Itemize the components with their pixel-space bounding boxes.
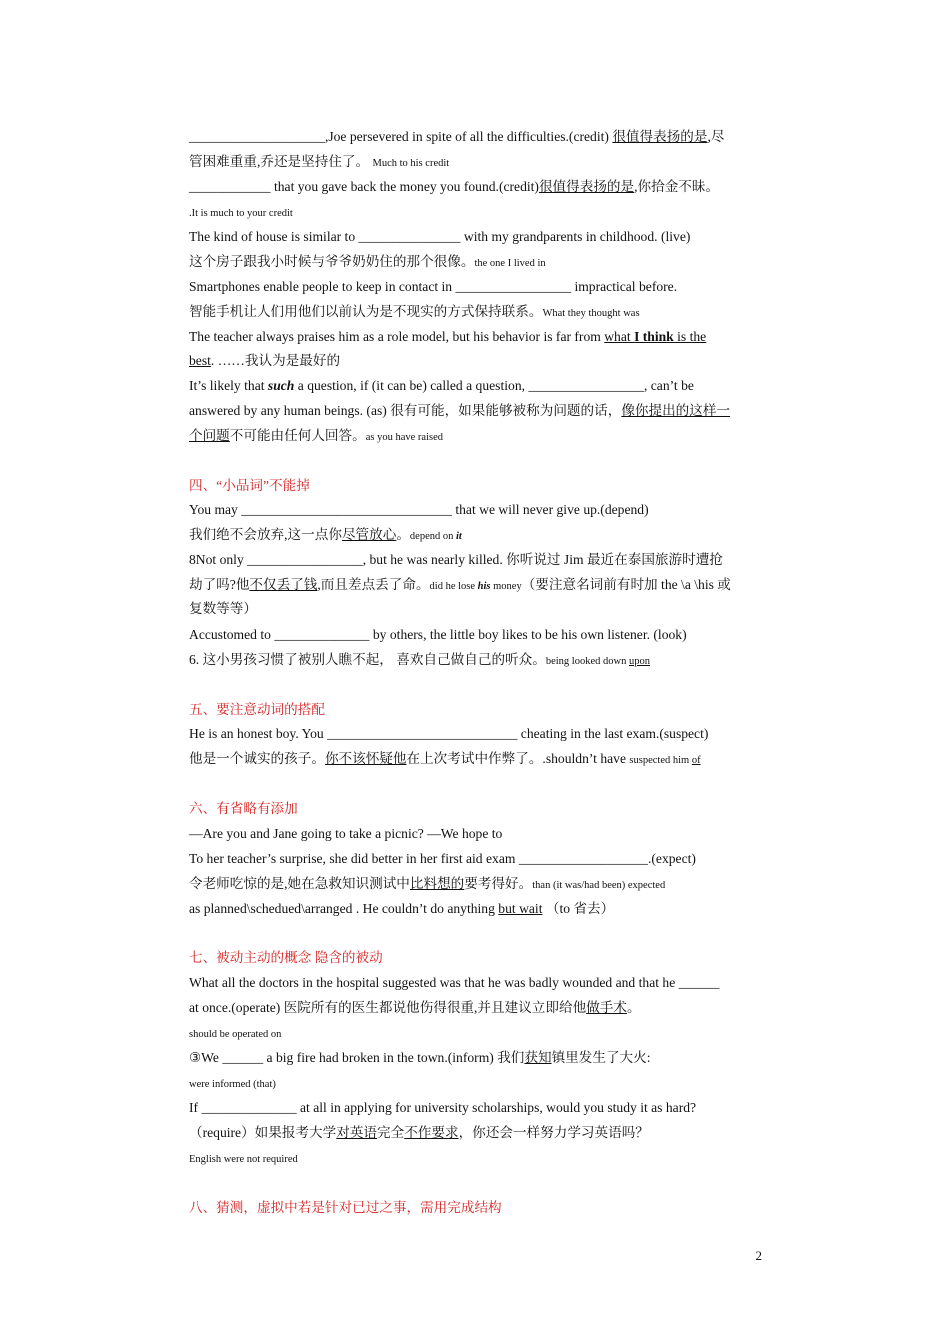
text-segment: （to 省去） xyxy=(542,901,615,916)
text-segment: 镇里发生了大火: xyxy=(551,1050,651,1065)
text-line xyxy=(189,574,769,598)
text-segment: （require）如果报考大学 xyxy=(189,1125,337,1140)
text-segment: 劫了吗?他 xyxy=(189,577,250,592)
text-segment: 在上次考试中作弊了。.shouldn’t have xyxy=(406,751,630,766)
text-segment: 很值得表扬的是 xyxy=(612,129,708,144)
text-segment: Much to his credit xyxy=(372,158,450,169)
text-segment: He is an honest boy. You ____________________________ cheating in the last exam.(suspect) xyxy=(189,726,709,741)
text-segment: as planned\schedued\arranged . He couldn’t do anything xyxy=(189,901,499,916)
text-segment: If ______________ at all in applying for university scholarships, would you study it as hard? xyxy=(189,1100,697,1115)
text-segment: 管困难重重,乔还是坚持住了。 xyxy=(189,154,373,169)
text-segment: the one I lived in xyxy=(474,258,546,269)
text-segment: .It is much to your credit xyxy=(189,208,293,219)
text-line xyxy=(189,1122,769,1144)
text-segment: 不作要求 xyxy=(404,1125,459,1140)
text-line xyxy=(189,1047,769,1069)
text-line xyxy=(189,873,769,897)
text-segment: What all the doctors in the hospital suggested was that he was badly wounded and that he ______ xyxy=(189,975,720,990)
text-segment: 。 xyxy=(396,527,410,542)
text-segment: depend on xyxy=(409,531,456,542)
text-line xyxy=(189,972,769,994)
text-segment: Smartphones enable people to keep in contact in _________________ impractical before. xyxy=(189,279,678,294)
text-line xyxy=(189,301,769,325)
section-heading: 六、有省略有添加 xyxy=(189,801,298,816)
text-segment: 。 xyxy=(626,1000,641,1015)
text-line xyxy=(189,1197,769,1219)
text-segment: 他是一个诚实的孩子。 xyxy=(189,751,325,766)
text-segment: ，你还会一样努力学习英语吗？ xyxy=(458,1125,649,1140)
text-segment: 很值得表扬的是 xyxy=(538,179,635,194)
text-segment: I think xyxy=(634,329,674,344)
section-heading: 五、要注意动词的搭配 xyxy=(189,702,325,717)
text-line xyxy=(189,126,769,148)
text-segment: 要考得好。 xyxy=(464,876,533,891)
text-line xyxy=(189,350,769,372)
text-segment: ____________________,Joe persevered in spite of all the difficulties.(credit) xyxy=(189,129,613,144)
text-line xyxy=(189,823,769,845)
text-segment: What they thought was xyxy=(542,308,640,319)
text-segment: ,尽 xyxy=(707,129,725,144)
text-segment: but wait xyxy=(498,901,543,916)
text-line xyxy=(189,699,769,721)
text-segment: ,你拾金不昧。 xyxy=(634,179,720,194)
text-segment: 像你提出的这样一 xyxy=(621,403,731,418)
text-segment: at once.(operate) 医院所有的医生都说他伤得很重,并且建议立即给他 xyxy=(189,1000,587,1015)
text-segment: is the xyxy=(673,329,707,344)
text-segment: it xyxy=(455,531,462,542)
text-segment: 获知 xyxy=(524,1050,552,1065)
section-heading: 四、“小品词”不能掉 xyxy=(189,478,310,493)
text-line xyxy=(189,798,769,820)
text-segment: answered by any human beings. (as) 很有可能，如果能够被称为问题的话， xyxy=(189,403,622,418)
text-line xyxy=(189,598,769,620)
text-segment: 6. 这小男孩习惯了被别人瞧不起， 喜欢自己做自己的听众。 xyxy=(189,652,546,667)
section-heading: 七、被动主动的概念 隐含的被动 xyxy=(189,950,383,965)
text-segment: suspected him xyxy=(629,755,692,766)
text-segment: 个问题 xyxy=(189,428,230,443)
text-segment: ,而且差点丢了命。 xyxy=(317,577,430,592)
text-segment: as you have raised xyxy=(365,432,443,443)
text-segment: what xyxy=(604,329,635,344)
text-segment: best xyxy=(189,353,211,368)
text-line xyxy=(189,176,769,198)
text-line xyxy=(189,251,769,275)
text-segment: such xyxy=(267,378,295,393)
text-segment: ③We ______ a big fire had broken in the town.(inform) 我们 xyxy=(189,1050,525,1065)
text-line xyxy=(189,549,769,571)
text-segment: 不仅丢了钱 xyxy=(249,577,318,592)
text-segment: 完全 xyxy=(377,1125,405,1140)
text-segment: 复数等等） xyxy=(189,601,257,616)
text-segment: 不可能由任何人回答。 xyxy=(229,428,366,443)
text-segment: should be operated on xyxy=(189,1029,282,1040)
section-heading: 八、猜测，虚拟中若是针对已过之事，需用完成结构 xyxy=(189,1200,502,1215)
text-line xyxy=(189,276,769,298)
text-line xyxy=(189,524,769,548)
text-line xyxy=(189,898,769,920)
text-segment: 智能手机让人们用他们以前认为是不现实的方式保持联系。 xyxy=(189,304,543,319)
text-line xyxy=(189,226,769,248)
text-segment: were informed (that) xyxy=(189,1079,276,1090)
text-line xyxy=(189,624,769,646)
text-segment: 这个房子跟我小时候与爷爷奶奶住的那个很像。 xyxy=(189,254,475,269)
text-segment: 你不该怀疑他 xyxy=(324,751,407,766)
text-line xyxy=(189,1022,769,1046)
text-line xyxy=(189,1072,769,1096)
text-line xyxy=(189,997,769,1019)
text-line xyxy=(189,375,769,397)
text-segment: ____________ that you gave back the money you found.(credit) xyxy=(189,179,539,194)
text-line xyxy=(189,201,769,225)
text-segment: You may _______________________________ that we will never give up.(depend) xyxy=(189,502,649,517)
text-segment: It’s likely that xyxy=(189,378,268,393)
text-segment: 我们绝不会放弃,这一点你 xyxy=(189,527,342,542)
text-line xyxy=(189,475,769,497)
text-segment: . ……我认为是最好的 xyxy=(210,353,341,368)
text-segment: The kind of house is similar to _______________ with my grandparents in childhood. (live) xyxy=(189,229,691,244)
text-segment: money xyxy=(490,581,522,592)
text-line xyxy=(189,326,769,348)
text-segment: 8Not only _________________, but he was nearly killed. 你听说过 Jim 最近在泰国旅游时遭抢 xyxy=(189,552,723,567)
text-segment: English were not required xyxy=(189,1154,298,1165)
text-line xyxy=(189,649,769,673)
text-segment: 做手术 xyxy=(586,1000,627,1015)
text-line xyxy=(189,151,769,175)
text-segment: 令老师吃惊的是,她在急救知识测试中 xyxy=(189,876,410,891)
text-segment: 比料想的 xyxy=(409,876,465,891)
text-line xyxy=(189,723,769,745)
text-line xyxy=(189,947,769,969)
text-segment: （要注意名词前有时加 the \a \his 或 xyxy=(521,577,731,592)
text-line xyxy=(189,1097,769,1119)
text-segment: his xyxy=(477,581,491,592)
page-number: 2 xyxy=(755,1248,762,1263)
text-segment: Accustomed to ______________ by others, the little boy likes to be his own listener. (look) xyxy=(189,627,687,642)
text-line xyxy=(189,499,769,521)
text-segment: being looked down xyxy=(545,656,629,667)
text-segment: —Are you and Jane going to take a picnic? —We hope to xyxy=(189,826,503,841)
text-segment: did he lose xyxy=(429,581,478,592)
text-segment: 尽管放心 xyxy=(341,527,397,542)
text-line xyxy=(189,1147,769,1171)
text-segment: than (it was/had been) expected xyxy=(532,880,666,891)
text-segment: a question, if (it can be) called a question, _________________, can’t be xyxy=(294,378,694,393)
text-line xyxy=(189,748,769,772)
text-line xyxy=(189,848,769,870)
text-segment: To her teacher’s surprise, she did better in her first aid exam ___________________.(expect) xyxy=(189,851,696,866)
text-line xyxy=(189,400,769,422)
text-segment: upon xyxy=(628,656,650,667)
text-line xyxy=(189,425,769,449)
text-segment: of xyxy=(691,755,701,766)
text-segment: 对英语 xyxy=(336,1125,378,1140)
text-segment: The teacher always praises him as a role model, but his behavior is far from xyxy=(189,329,605,344)
